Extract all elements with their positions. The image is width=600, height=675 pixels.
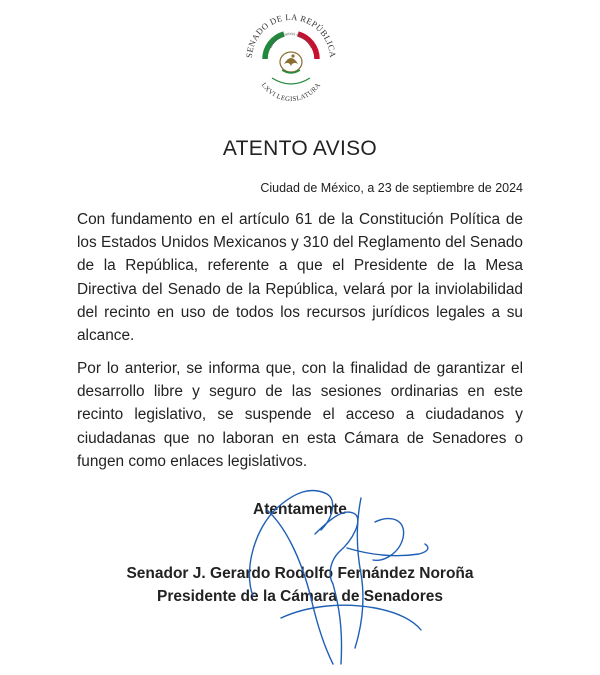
seal-inner-text: ESTADOS UNIDOS MEXICANOS [268,31,314,49]
seal-top-text: SENADO DE LA REPÚBLICA [243,11,339,59]
eagle-emblem-icon [280,52,302,73]
notice-title: ATENTO AVISO [222,137,378,160]
paragraph-legal-basis: Con fundamento en el artículo 61 de la Constitución Política de los Estados Unidos Mexicanos y 310 del Reglamento del Senado de la República, referente a que el Presidente de la Mesa Directiva del Senado de la República, velará por la inviolabilidad del recinto en uso de todos los recursos jurídicos legales a su alcance. [77,211,523,345]
signatory-role: Presidente de la Cámara de Senadores [156,588,444,605]
seal-laurel-branch [272,78,310,84]
date-line: Ciudad de México, a 23 de septiembre de 2024 [260,181,523,195]
senate-seal-logo [238,6,344,112]
signatory-name: Senador J. Gerardo Rodolfo Fernández Noroña [126,565,474,582]
closing-salutation: Atentamente [253,501,347,518]
seal-bottom-text: LXVI LEGISLATURA [259,81,323,104]
paragraph-access-suspension: Por lo anterior, se informa que, con la finalidad de garantizar el desarrollo libre y seguro de las sesiones ordinarias en este recinto legislativo, se suspende el acceso a ciudadanos y ciudadanas que no laboran en esta Cámara de Senadores o fungen como enlaces legislativos. [77,360,523,470]
svg-text:LXVI LEGISLATURA [260,82,323,103]
